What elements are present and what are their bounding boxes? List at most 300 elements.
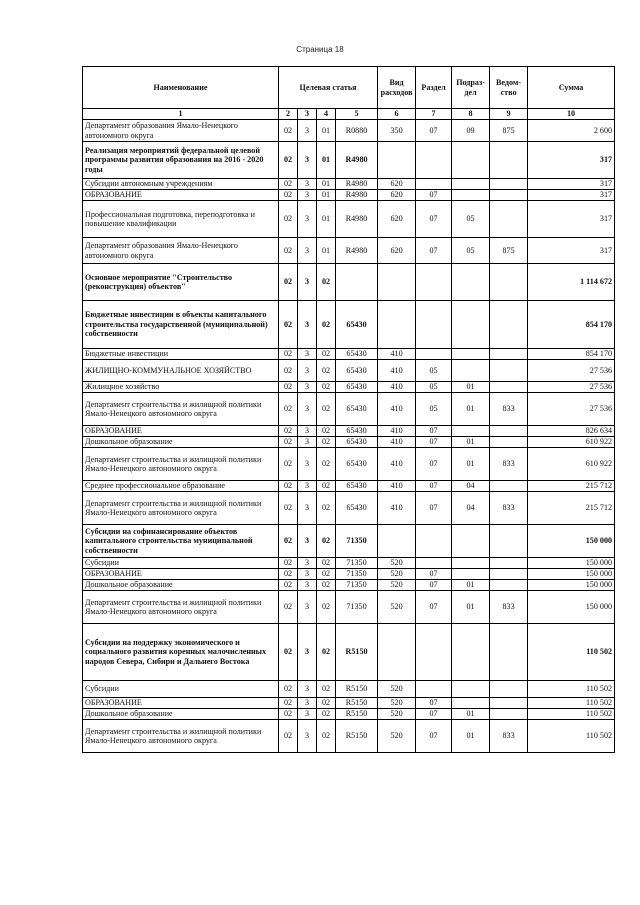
- table-row: [83, 426, 615, 437]
- activity-code-cell: 02: [317, 558, 336, 569]
- sum-cell: 215 712: [528, 481, 615, 492]
- direction-code-cell: R4980: [336, 142, 378, 179]
- subprogram-code-cell: 3: [298, 481, 317, 492]
- subprogram-code-cell: 3: [298, 238, 317, 264]
- department-cell: [490, 382, 528, 393]
- direction-code-cell: 65430: [336, 301, 378, 349]
- subprogram-code-cell: 3: [298, 569, 317, 580]
- row-name-cell: Субсидии автономным учреждениям: [83, 179, 279, 190]
- department-cell: 875: [490, 238, 528, 264]
- row-name-cell: Департамент строительства и жилищной политики Ямало-Ненецкого автономного округа: [83, 591, 279, 624]
- row-name-cell: Дошкольное образование: [83, 709, 279, 720]
- subsection-cell: 05: [452, 238, 490, 264]
- expense-type-cell: 620: [378, 201, 416, 238]
- table-row: [83, 393, 615, 426]
- activity-code-cell: 02: [317, 382, 336, 393]
- department-cell: 833: [490, 591, 528, 624]
- section-cell: [416, 142, 452, 179]
- subprogram-code-cell: 3: [298, 437, 317, 448]
- table-row: [83, 591, 615, 624]
- subsection-cell: [452, 698, 490, 709]
- table-row: [83, 201, 615, 238]
- header-name: Наименование: [83, 67, 279, 109]
- table-row: [83, 264, 615, 301]
- section-cell: [416, 179, 452, 190]
- section-cell: 05: [416, 360, 452, 382]
- direction-code-cell: 71350: [336, 525, 378, 558]
- program-code-cell: 02: [279, 349, 298, 360]
- section-cell: 05: [416, 382, 452, 393]
- direction-code-cell: R4980: [336, 179, 378, 190]
- row-name-cell: Профессиональная подготовка, переподготовка и повышение квалификации: [83, 201, 279, 238]
- department-cell: [490, 142, 528, 179]
- subprogram-code-cell: 3: [298, 558, 317, 569]
- subprogram-code-cell: 3: [298, 525, 317, 558]
- expense-type-cell: 410: [378, 481, 416, 492]
- subprogram-code-cell: 3: [298, 201, 317, 238]
- sum-cell: 27 536: [528, 382, 615, 393]
- direction-code-cell: R5150: [336, 681, 378, 698]
- activity-code-cell: 02: [317, 720, 336, 753]
- subsection-cell: [452, 426, 490, 437]
- column-number: 8: [452, 109, 490, 120]
- table-row: [83, 448, 615, 481]
- header-target: Целевая статья: [279, 67, 378, 109]
- header-row: [83, 67, 615, 109]
- sum-cell: 27 536: [528, 393, 615, 426]
- column-number-row: [83, 109, 615, 120]
- table-row: [83, 301, 615, 349]
- column-number: 6: [378, 109, 416, 120]
- column-number: 7: [416, 109, 452, 120]
- expense-type-cell: 410: [378, 426, 416, 437]
- subprogram-code-cell: 3: [298, 681, 317, 698]
- expense-type-cell: 520: [378, 709, 416, 720]
- sum-cell: 150 000: [528, 558, 615, 569]
- sum-cell: 317: [528, 201, 615, 238]
- department-cell: 875: [490, 120, 528, 142]
- sum-cell: 854 170: [528, 349, 615, 360]
- department-cell: [490, 301, 528, 349]
- section-cell: 07: [416, 569, 452, 580]
- expense-type-cell: 410: [378, 382, 416, 393]
- program-code-cell: 02: [279, 393, 298, 426]
- subsection-cell: [452, 569, 490, 580]
- subsection-cell: [452, 360, 490, 382]
- subsection-cell: 09: [452, 120, 490, 142]
- subprogram-code-cell: 3: [298, 709, 317, 720]
- expense-type-cell: 520: [378, 720, 416, 753]
- table-row: [83, 382, 615, 393]
- subsection-cell: [452, 190, 490, 201]
- program-code-cell: 02: [279, 698, 298, 709]
- sum-cell: 215 712: [528, 492, 615, 525]
- department-cell: [490, 481, 528, 492]
- row-name-cell: Департамент строительства и жилищной политики Ямало-Ненецкого автономного округа: [83, 393, 279, 426]
- department-cell: [490, 179, 528, 190]
- subprogram-code-cell: 3: [298, 142, 317, 179]
- department-cell: [490, 437, 528, 448]
- subprogram-code-cell: 3: [298, 360, 317, 382]
- subsection-cell: 01: [452, 591, 490, 624]
- column-number: 10: [528, 109, 615, 120]
- program-code-cell: 02: [279, 569, 298, 580]
- program-code-cell: 02: [279, 481, 298, 492]
- subsection-cell: [452, 301, 490, 349]
- department-cell: 833: [490, 720, 528, 753]
- program-code-cell: 02: [279, 720, 298, 753]
- subprogram-code-cell: 3: [298, 120, 317, 142]
- expense-type-cell: 520: [378, 569, 416, 580]
- subsection-cell: [452, 179, 490, 190]
- activity-code-cell: 02: [317, 698, 336, 709]
- expense-type-cell: 350: [378, 120, 416, 142]
- row-name-cell: Департамент строительства и жилищной политики Ямало-Ненецкого автономного округа: [83, 720, 279, 753]
- column-number: 5: [336, 109, 378, 120]
- program-code-cell: 02: [279, 190, 298, 201]
- section-cell: 07: [416, 481, 452, 492]
- program-code-cell: 02: [279, 437, 298, 448]
- table-row: [83, 681, 615, 698]
- subprogram-code-cell: 3: [298, 301, 317, 349]
- sum-cell: 317: [528, 238, 615, 264]
- department-cell: [490, 201, 528, 238]
- table-row: [83, 481, 615, 492]
- subprogram-code-cell: 3: [298, 698, 317, 709]
- program-code-cell: 02: [279, 492, 298, 525]
- row-name-cell: Субсидии: [83, 681, 279, 698]
- table-row: [83, 580, 615, 591]
- table-row: [83, 709, 615, 720]
- activity-code-cell: 01: [317, 179, 336, 190]
- subprogram-code-cell: 3: [298, 179, 317, 190]
- department-cell: [490, 349, 528, 360]
- activity-code-cell: 02: [317, 681, 336, 698]
- subsection-cell: 01: [452, 437, 490, 448]
- sum-cell: 317: [528, 179, 615, 190]
- direction-code-cell: R4980: [336, 238, 378, 264]
- row-name-cell: ОБРАЗОВАНИЕ: [83, 569, 279, 580]
- expense-type-cell: [378, 142, 416, 179]
- subsection-cell: 01: [452, 580, 490, 591]
- program-code-cell: 02: [279, 681, 298, 698]
- expense-type-cell: 520: [378, 558, 416, 569]
- department-cell: [490, 569, 528, 580]
- activity-code-cell: 01: [317, 190, 336, 201]
- program-code-cell: 02: [279, 360, 298, 382]
- column-number: 1: [83, 109, 279, 120]
- subsection-cell: [452, 349, 490, 360]
- table-row: [83, 190, 615, 201]
- row-name-cell: Реализация мероприятий федеральной целевой программы развития образования на 2016 - 2020 годы: [83, 142, 279, 179]
- sum-cell: 150 000: [528, 525, 615, 558]
- row-name-cell: ОБРАЗОВАНИЕ: [83, 426, 279, 437]
- direction-code-cell: 65430: [336, 393, 378, 426]
- program-code-cell: 02: [279, 591, 298, 624]
- direction-code-cell: R5150: [336, 709, 378, 720]
- department-cell: [490, 558, 528, 569]
- section-cell: [416, 349, 452, 360]
- column-number: 9: [490, 109, 528, 120]
- section-cell: 07: [416, 720, 452, 753]
- sum-cell: 610 922: [528, 437, 615, 448]
- activity-code-cell: 02: [317, 580, 336, 591]
- subsection-cell: 01: [452, 382, 490, 393]
- sum-cell: 150 000: [528, 569, 615, 580]
- program-code-cell: 02: [279, 264, 298, 301]
- header-subsection: Подраз-дел: [452, 67, 490, 109]
- table-row: [83, 525, 615, 558]
- program-code-cell: 02: [279, 301, 298, 349]
- program-code-cell: 02: [279, 426, 298, 437]
- subsection-cell: [452, 142, 490, 179]
- row-name-cell: Департамент строительства и жилищной политики Ямало-Ненецкого автономного округа: [83, 492, 279, 525]
- direction-code-cell: 65430: [336, 382, 378, 393]
- activity-code-cell: 02: [317, 709, 336, 720]
- table-row: [83, 698, 615, 709]
- row-name-cell: Среднее профессиональное образование: [83, 481, 279, 492]
- program-code-cell: 02: [279, 382, 298, 393]
- section-cell: [416, 681, 452, 698]
- program-code-cell: 02: [279, 201, 298, 238]
- header-department: Ведом-ство: [490, 67, 528, 109]
- direction-code-cell: R5150: [336, 720, 378, 753]
- section-cell: [416, 624, 452, 681]
- activity-code-cell: 01: [317, 142, 336, 179]
- department-cell: [490, 580, 528, 591]
- row-name-cell: Дошкольное образование: [83, 437, 279, 448]
- activity-code-cell: 02: [317, 301, 336, 349]
- row-name-cell: Департамент образования Ямало-Ненецкого автономного округа: [83, 238, 279, 264]
- section-cell: 07: [416, 426, 452, 437]
- expense-type-cell: [378, 301, 416, 349]
- program-code-cell: 02: [279, 142, 298, 179]
- activity-code-cell: 02: [317, 448, 336, 481]
- section-cell: [416, 301, 452, 349]
- sum-cell: 27 536: [528, 360, 615, 382]
- expense-type-cell: 410: [378, 393, 416, 426]
- department-cell: [490, 698, 528, 709]
- expense-type-cell: 410: [378, 437, 416, 448]
- subsection-cell: [452, 681, 490, 698]
- sum-cell: 150 000: [528, 580, 615, 591]
- expense-type-cell: 620: [378, 179, 416, 190]
- row-name-cell: Жилищное хозяйство: [83, 382, 279, 393]
- direction-code-cell: 65430: [336, 481, 378, 492]
- program-code-cell: 02: [279, 624, 298, 681]
- direction-code-cell: [336, 264, 378, 301]
- subprogram-code-cell: 3: [298, 624, 317, 681]
- row-name-cell: Департамент образования Ямало-Ненецкого автономного округа: [83, 120, 279, 142]
- activity-code-cell: 02: [317, 569, 336, 580]
- column-number: 2: [279, 109, 298, 120]
- table-row: [83, 142, 615, 179]
- program-code-cell: 02: [279, 448, 298, 481]
- activity-code-cell: 02: [317, 624, 336, 681]
- expense-type-cell: [378, 525, 416, 558]
- sum-cell: 317: [528, 142, 615, 179]
- section-cell: 07: [416, 238, 452, 264]
- row-name-cell: Департамент строительства и жилищной политики Ямало-Ненецкого автономного округа: [83, 448, 279, 481]
- program-code-cell: 02: [279, 238, 298, 264]
- activity-code-cell: 02: [317, 393, 336, 426]
- section-cell: [416, 558, 452, 569]
- subprogram-code-cell: 3: [298, 720, 317, 753]
- row-name-cell: Субсидии на софинансирование объектов капитального строительства муниципальной собственности: [83, 525, 279, 558]
- department-cell: 833: [490, 448, 528, 481]
- sum-cell: 826 634: [528, 426, 615, 437]
- subprogram-code-cell: 3: [298, 349, 317, 360]
- activity-code-cell: 02: [317, 426, 336, 437]
- section-cell: 07: [416, 492, 452, 525]
- expense-type-cell: 520: [378, 681, 416, 698]
- sum-cell: 110 502: [528, 698, 615, 709]
- department-cell: 833: [490, 492, 528, 525]
- table-body: [83, 67, 615, 753]
- program-code-cell: 02: [279, 709, 298, 720]
- department-cell: [490, 624, 528, 681]
- program-code-cell: 02: [279, 120, 298, 142]
- expense-type-cell: 620: [378, 238, 416, 264]
- sum-cell: 2 600: [528, 120, 615, 142]
- section-cell: 07: [416, 201, 452, 238]
- expense-type-cell: 410: [378, 492, 416, 525]
- budget-table: [82, 66, 615, 753]
- row-name-cell: ЖИЛИЩНО-КОММУНАЛЬНОЕ ХОЗЯЙСТВО: [83, 360, 279, 382]
- program-code-cell: 02: [279, 179, 298, 190]
- section-cell: 07: [416, 437, 452, 448]
- expense-type-cell: 410: [378, 360, 416, 382]
- activity-code-cell: 02: [317, 525, 336, 558]
- section-cell: 07: [416, 709, 452, 720]
- expense-type-cell: 520: [378, 591, 416, 624]
- subsection-cell: 01: [452, 448, 490, 481]
- column-number: 3: [298, 109, 317, 120]
- page-number-label: Страница 18: [296, 45, 344, 54]
- section-cell: 07: [416, 591, 452, 624]
- table-row: [83, 624, 615, 681]
- table-row: [83, 360, 615, 382]
- activity-code-cell: 01: [317, 201, 336, 238]
- expense-type-cell: 410: [378, 349, 416, 360]
- department-cell: [490, 264, 528, 301]
- activity-code-cell: 02: [317, 481, 336, 492]
- subsection-cell: 01: [452, 720, 490, 753]
- direction-code-cell: R5150: [336, 698, 378, 709]
- direction-code-cell: 71350: [336, 580, 378, 591]
- expense-type-cell: 520: [378, 580, 416, 591]
- section-cell: 07: [416, 120, 452, 142]
- department-cell: [490, 525, 528, 558]
- table-row: [83, 492, 615, 525]
- sum-cell: 1 114 672: [528, 264, 615, 301]
- activity-code-cell: 02: [317, 360, 336, 382]
- department-cell: [490, 360, 528, 382]
- expense-type-cell: 620: [378, 190, 416, 201]
- section-cell: 05: [416, 393, 452, 426]
- table-row: [83, 349, 615, 360]
- expense-type-cell: [378, 624, 416, 681]
- table-row: [83, 720, 615, 753]
- subprogram-code-cell: 3: [298, 492, 317, 525]
- subsection-cell: 01: [452, 709, 490, 720]
- table-row: [83, 558, 615, 569]
- section-cell: 07: [416, 698, 452, 709]
- header-expense-type: Вид расходов: [378, 67, 416, 109]
- table-row: [83, 569, 615, 580]
- table-row: [83, 120, 615, 142]
- direction-code-cell: R4980: [336, 201, 378, 238]
- expense-type-cell: [378, 264, 416, 301]
- subsection-cell: [452, 525, 490, 558]
- department-cell: [490, 190, 528, 201]
- expense-type-cell: 410: [378, 448, 416, 481]
- subprogram-code-cell: 3: [298, 190, 317, 201]
- activity-code-cell: 02: [317, 349, 336, 360]
- direction-code-cell: R0880: [336, 120, 378, 142]
- section-cell: [416, 525, 452, 558]
- sum-cell: 854 170: [528, 301, 615, 349]
- subsection-cell: [452, 624, 490, 681]
- sum-cell: 110 502: [528, 720, 615, 753]
- column-number: 4: [317, 109, 336, 120]
- direction-code-cell: 65430: [336, 492, 378, 525]
- section-cell: 07: [416, 448, 452, 481]
- subsection-cell: 05: [452, 201, 490, 238]
- direction-code-cell: 71350: [336, 569, 378, 580]
- row-name-cell: Субсидии: [83, 558, 279, 569]
- subprogram-code-cell: 3: [298, 448, 317, 481]
- sum-cell: 150 000: [528, 591, 615, 624]
- subprogram-code-cell: 3: [298, 382, 317, 393]
- subprogram-code-cell: 3: [298, 393, 317, 426]
- section-cell: 07: [416, 190, 452, 201]
- direction-code-cell: 65430: [336, 360, 378, 382]
- subprogram-code-cell: 3: [298, 591, 317, 624]
- subsection-cell: 01: [452, 393, 490, 426]
- subprogram-code-cell: 3: [298, 264, 317, 301]
- header-section: Раздел: [416, 67, 452, 109]
- sum-cell: 317: [528, 190, 615, 201]
- department-cell: [490, 426, 528, 437]
- activity-code-cell: 02: [317, 264, 336, 301]
- department-cell: [490, 709, 528, 720]
- subprogram-code-cell: 3: [298, 580, 317, 591]
- direction-code-cell: 65430: [336, 349, 378, 360]
- direction-code-cell: 71350: [336, 591, 378, 624]
- row-name-cell: Бюджетные инвестиции в объекты капитального строительства государственной (муниципальной) собственности: [83, 301, 279, 349]
- direction-code-cell: 71350: [336, 558, 378, 569]
- row-name-cell: Основное мероприятие "Строительство (реконструкция) объектов": [83, 264, 279, 301]
- direction-code-cell: 65430: [336, 426, 378, 437]
- direction-code-cell: R5150: [336, 624, 378, 681]
- row-name-cell: Субсидии на поддержку экономического и социального развития коренных малочисленных народов Севера, Сибири и Дальнего Востока: [83, 624, 279, 681]
- sum-cell: 610 922: [528, 448, 615, 481]
- sum-cell: 110 502: [528, 624, 615, 681]
- activity-code-cell: 02: [317, 591, 336, 624]
- subsection-cell: 04: [452, 481, 490, 492]
- table-row: [83, 437, 615, 448]
- activity-code-cell: 01: [317, 238, 336, 264]
- subsection-cell: [452, 264, 490, 301]
- sum-cell: 110 502: [528, 709, 615, 720]
- row-name-cell: ОБРАЗОВАНИЕ: [83, 190, 279, 201]
- table-row: [83, 238, 615, 264]
- row-name-cell: ОБРАЗОВАНИЕ: [83, 698, 279, 709]
- activity-code-cell: 01: [317, 120, 336, 142]
- department-cell: 833: [490, 393, 528, 426]
- subsection-cell: [452, 558, 490, 569]
